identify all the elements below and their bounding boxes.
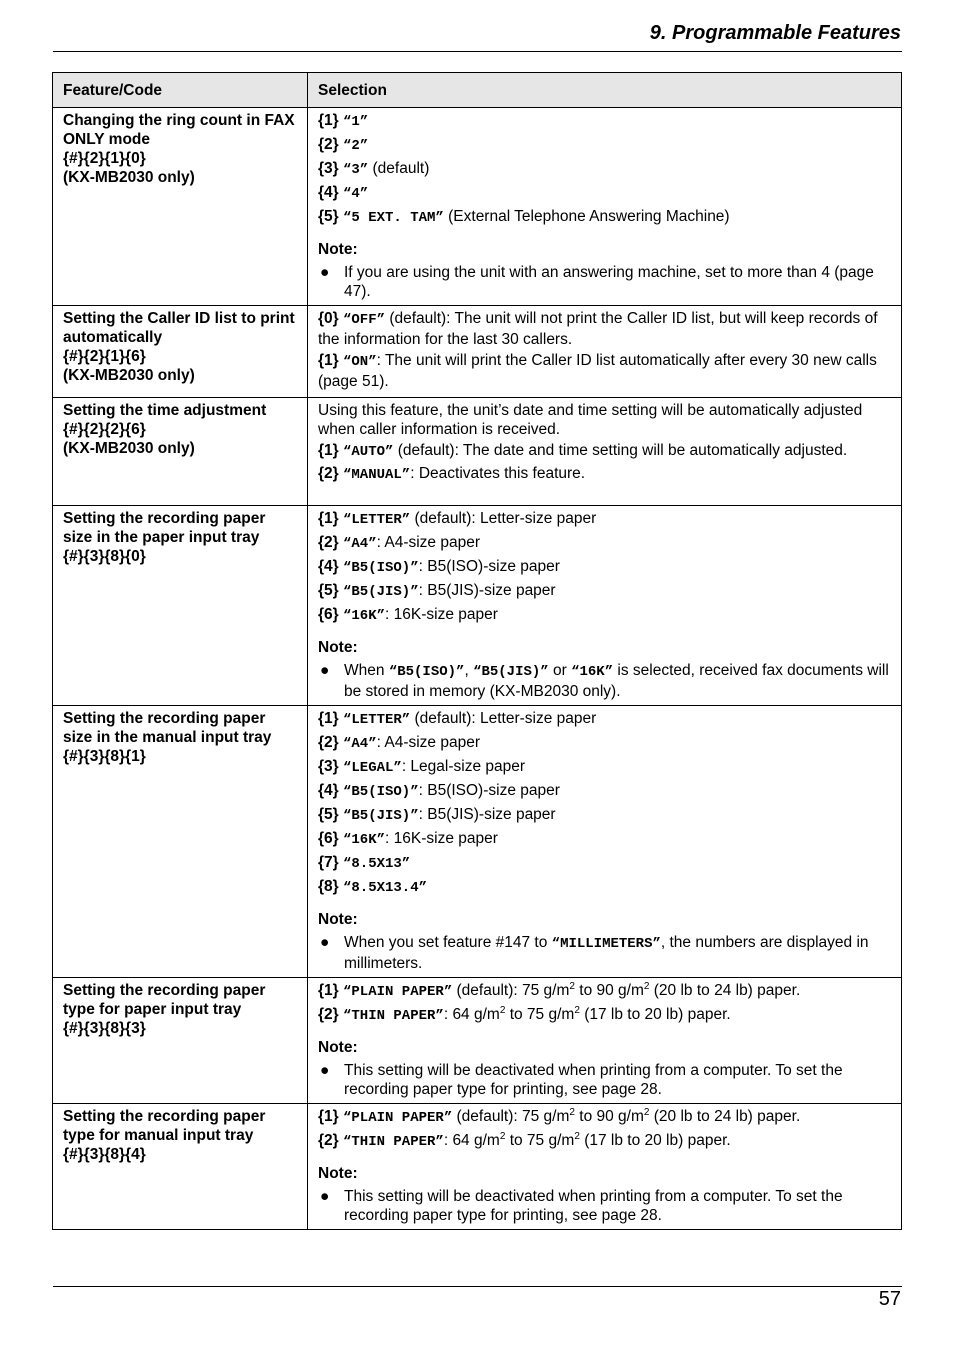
option-item: {5} “B5(JIS)”: B5(JIS)-size paper	[318, 806, 556, 824]
note-heading: Note:	[318, 639, 358, 656]
table-row	[53, 1104, 902, 1230]
option-item: {5} “5 EXT. TAM” (External Telephone Answering Machine)	[318, 208, 730, 226]
option-item: {2} “MANUAL”: Deactivates this feature.	[318, 465, 586, 483]
selection-cell	[308, 978, 902, 1104]
option-item: {7} “8.5X13”	[318, 854, 411, 872]
selection-cell	[308, 706, 902, 978]
feature-cell	[53, 506, 308, 706]
option-item: {1} “ON”: The unit will print the Caller ID list automatically after every 30 new calls (page 51).	[318, 352, 877, 390]
feature-code: {#}{3}{8}{4}	[63, 1146, 146, 1163]
option-item: {1} “AUTO” (default): The date and time setting will be automatically adjusted.	[318, 442, 848, 460]
selection-cell	[308, 108, 902, 306]
option-item: {2} “THIN PAPER”: 64 $g/m^2$ to 75 $g/m^2$ (17 lb to 20 lb) paper.	[318, 1131, 731, 1150]
feature-cell	[53, 398, 308, 506]
option-item: {8} “8.5X13.4”	[318, 878, 428, 896]
note-heading: Note:	[318, 241, 358, 258]
option-item: {1} “PLAIN PAPER” (default): 75 $g/m^2$ to 90 $g/m^2$ (20 lb to 24 lb) paper.	[318, 1107, 801, 1126]
page-number: 57	[878, 1288, 901, 1310]
feature-name: Setting the recording paper size in the manual input tray	[63, 710, 272, 746]
feature-code: {#}{3}{8}{0}	[63, 548, 146, 565]
feature-code: {#}{2}{1}{6}	[63, 348, 146, 365]
option-item: {4} “B5(ISO)”: B5(ISO)-size paper	[318, 558, 560, 576]
option-item: {1} “1”	[318, 112, 369, 130]
feature-code: {#}{2}{2}{6}	[63, 421, 146, 438]
option-item: {2} “A4”: A4-size paper	[318, 734, 481, 752]
feature-name: Setting the time adjustment	[63, 402, 267, 419]
column-header-selection: Selection	[308, 73, 902, 108]
header-divider	[53, 51, 902, 52]
option-item: {3} “LEGAL”: Legal-size paper	[318, 758, 526, 776]
feature-code: {#}{3}{8}{3}	[63, 1020, 146, 1037]
note-heading: Note:	[318, 1039, 358, 1056]
table-row	[53, 398, 902, 506]
option-item: {3} “3” (default)	[318, 160, 430, 178]
table-row	[53, 306, 902, 398]
bullet-icon: ●	[320, 1188, 330, 1205]
table-header-row	[53, 73, 902, 108]
feature-code: {#}{3}{8}{1}	[63, 748, 146, 765]
bullet-icon: ●	[320, 264, 330, 281]
feature-name: Setting the recording paper size in the paper input tray	[63, 510, 266, 546]
bullet-icon: ●	[320, 1062, 330, 1079]
table-row	[53, 506, 902, 706]
feature-name: Setting the recording paper type for paper input tray	[63, 982, 266, 1018]
option-item: {0} “OFF” (default): The unit will not print the Caller ID list, but will keep records of the information for the last 30 callers.	[318, 310, 878, 348]
section-title: 9. Programmable Features	[649, 22, 901, 44]
option-item: {1} “PLAIN PAPER” (default): 75 $g/m^2$ to 90 $g/m^2$ (20 lb to 24 lb) paper.	[318, 981, 801, 1000]
feature-code: {#}{2}{1}{0}	[63, 150, 146, 167]
feature-cell	[53, 306, 308, 398]
feature-cell	[53, 108, 308, 306]
option-item: {2} “A4”: A4-size paper	[318, 534, 481, 552]
note-bullet: ● This setting will be deactivated when printing from a computer. To set the recording paper type for printing, see page 28.	[320, 1188, 843, 1224]
option-item: {5} “B5(JIS)”: B5(JIS)-size paper	[318, 582, 556, 600]
table-row	[53, 978, 902, 1104]
table-row	[53, 706, 902, 978]
option-item: {4} “4”	[318, 184, 369, 202]
bullet-icon: ●	[320, 934, 330, 951]
feature-model-note: (KX-MB2030 only)	[63, 440, 195, 457]
feature-model-note: (KX-MB2030 only)	[63, 367, 195, 384]
note-bullet: ● If you are using the unit with an answering machine, set to more than 4 (page 47).	[320, 264, 874, 300]
option-item: {4} “B5(ISO)”: B5(ISO)-size paper	[318, 782, 560, 800]
note-heading: Note:	[318, 1165, 358, 1182]
feature-cell	[53, 706, 308, 978]
intro-text: Using this feature, the unit’s date and time setting will be automatically adjusted when caller information is received.	[318, 402, 863, 438]
feature-cell	[53, 978, 308, 1104]
note-bullet: ● This setting will be deactivated when printing from a computer. To set the recording paper type for printing, see page 28.	[320, 1062, 843, 1098]
note-heading: Note:	[318, 911, 358, 928]
note-bullet: ● When “B5(ISO)”, “B5(JIS)” or “16K” is selected, received fax documents will be stored in memory (KX-MB2030 only).	[320, 662, 889, 700]
features-table	[52, 72, 902, 1230]
selection-cell	[308, 1104, 902, 1230]
option-item: {1} “LETTER” (default): Letter-size paper	[318, 510, 597, 528]
feature-name: Changing the ring count in FAX ONLY mode	[63, 112, 295, 148]
note-bullet: ● When you set feature #147 to “MILLIMETERS”, the numbers are displayed in millimeters.	[320, 934, 869, 972]
column-header-feature: Feature/Code	[53, 73, 308, 108]
footer-divider	[53, 1286, 902, 1287]
option-item: {1} “LETTER” (default): Letter-size paper	[318, 710, 597, 728]
table-row	[53, 108, 902, 306]
feature-model-note: (KX-MB2030 only)	[63, 169, 195, 186]
option-item: {6} “16K”: 16K-size paper	[318, 830, 498, 848]
option-item: {2} “2”	[318, 136, 369, 154]
feature-name: Setting the Caller ID list to print automatically	[63, 310, 295, 346]
selection-cell	[308, 306, 902, 398]
option-item: {6} “16K”: 16K-size paper	[318, 606, 498, 624]
selection-cell	[308, 506, 902, 706]
option-item: {2} “THIN PAPER”: 64 $g/m^2$ to 75 $g/m^2$ (17 lb to 20 lb) paper.	[318, 1005, 731, 1024]
feature-cell	[53, 1104, 308, 1230]
feature-name: Setting the recording paper type for manual input tray	[63, 1108, 266, 1144]
selection-cell	[308, 398, 902, 506]
bullet-icon: ●	[320, 662, 330, 679]
